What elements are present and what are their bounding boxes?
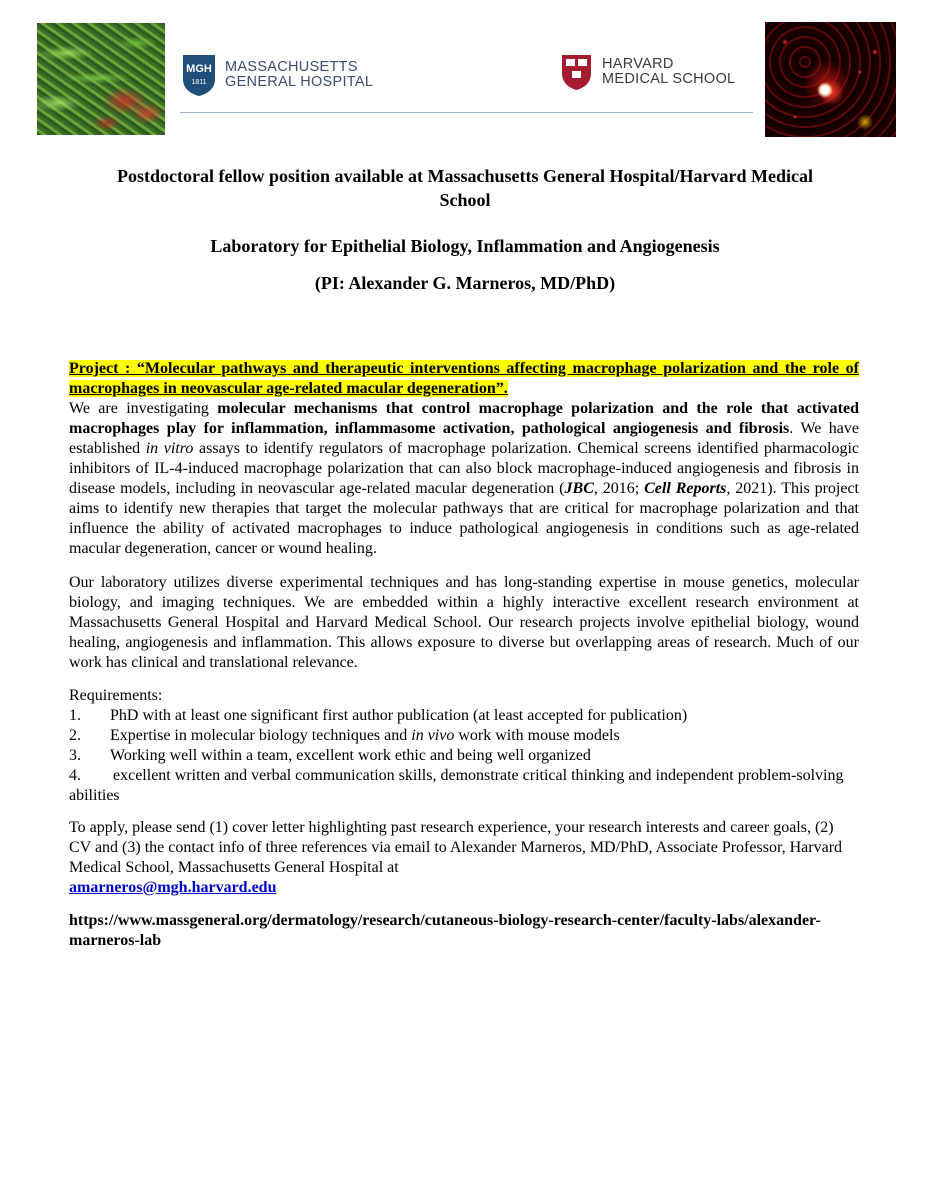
micrograph-image-right <box>765 22 896 137</box>
pi-title: (PI: Alexander G. Marneros, MD/PhD) <box>314 273 616 293</box>
svg-text:MGH: MGH <box>186 63 212 75</box>
requirements-section <box>69 686 859 806</box>
lab-url[interactable]: https://www.massgeneral.org/dermatology/research/cutaneous-biology-research-center/faculty-labs/alexander-marneros-lab <box>69 912 821 949</box>
list-item: 2. Expertise in molecular biology techniques and in vivo work with mouse models <box>69 727 620 744</box>
apply-text: To apply, please send (1) cover letter highlighting past research experience, your research interests and career goals, (2) CV and (3) the contact info of three references via email to Alexander Marneros, MD/PhD, Associate Professor, Harvard Medical School, Massachusetts General Hospital at <box>69 819 843 876</box>
mgh-line2: GENERAL HOSPITAL <box>225 74 374 90</box>
mgh-logo <box>181 53 373 97</box>
main-content <box>69 359 859 951</box>
bold-run: molecular mechanisms that control macrophage polarization and the role that activated macrophages play for inflammation, inflammasome activation, pathological angiogenesis and fibrosis <box>69 400 860 437</box>
harvard-shield-icon <box>560 53 593 91</box>
requirements-list <box>69 706 859 806</box>
position-title: Postdoctoral fellow position available at Massachusetts General Hospital/Harvard Medical School <box>117 166 813 210</box>
project-heading: Project : “Molecular pathways and therapeutic interventions affecting macrophage polarization and the role of macrophages in neovascular age-related macular degeneration”. <box>69 360 859 397</box>
hms-wordmark <box>602 57 735 87</box>
email-link[interactable]: amarneros@mgh.harvard.edu <box>69 879 277 896</box>
svg-text:1811: 1811 <box>191 79 207 86</box>
text-run: , 2016; <box>593 480 645 497</box>
mgh-wordmark <box>225 60 373 90</box>
hms-logo <box>560 53 735 91</box>
text-run: We are investigating <box>69 400 218 417</box>
journal-name: Cell Reports <box>644 480 727 497</box>
list-item: 3. Working well within a team, excellent work ethic and being well organized <box>69 747 591 764</box>
text-run: . We have established <box>69 420 860 457</box>
mgh-line1: MASSACHUSETTS <box>225 59 358 75</box>
apply-paragraph <box>69 818 859 898</box>
journal-name: JBC <box>564 480 594 497</box>
header-divider <box>180 112 753 113</box>
list-item: 4. excellent written and verbal communication skills, demonstrate critical thinking and independent problem-solving abilities <box>69 767 844 804</box>
micrograph-image-left <box>37 23 165 135</box>
list-item: 1. PhD with at least one significant first author publication (at least accepted for publication) <box>69 707 688 724</box>
hms-line1: HARVARD <box>602 56 674 72</box>
requirements-heading: Requirements: <box>69 687 163 704</box>
lab-title: Laboratory for Epithelial Biology, Inflammation and Angiogenesis <box>210 236 720 256</box>
text-run: , 2021). This project aims to identify new therapies that target the molecular pathways that are critical for macrophage polarization and that influence the ability of activated macrophages to induce pathological angiogenesis in conditions such as age-related macular degeneration, cancer or wound healing. <box>69 480 860 557</box>
text-run: assays to identify regulators of macrophage polarization. Chemical screens identified pharmacologic inhibitors of IL-4-induced macrophage polarization that can also block macrophage-induced angiogenesis and fibrosis in disease models, including in neovascular age-related macular degeneration ( <box>69 440 860 497</box>
project-paragraph <box>69 359 859 559</box>
hms-line2: MEDICAL SCHOOL <box>602 71 736 87</box>
lab-paragraph: Our laboratory utilizes diverse experimental techniques and has long-standing expertise in mouse genetics, molecular biology, and imaging techniques. We are embedded within a highly interactive excellent research environment at Massachusetts General Hospital and Harvard Medical School. Our research projects involve epithelial biology, wound healing, angiogenesis and inflammation. This allows exposure to diverse but overlapping areas of research. Much of our work has clinical and translational relevance. <box>69 574 859 671</box>
mgh-shield-icon <box>181 53 217 97</box>
italic-run: in vitro <box>145 440 194 457</box>
